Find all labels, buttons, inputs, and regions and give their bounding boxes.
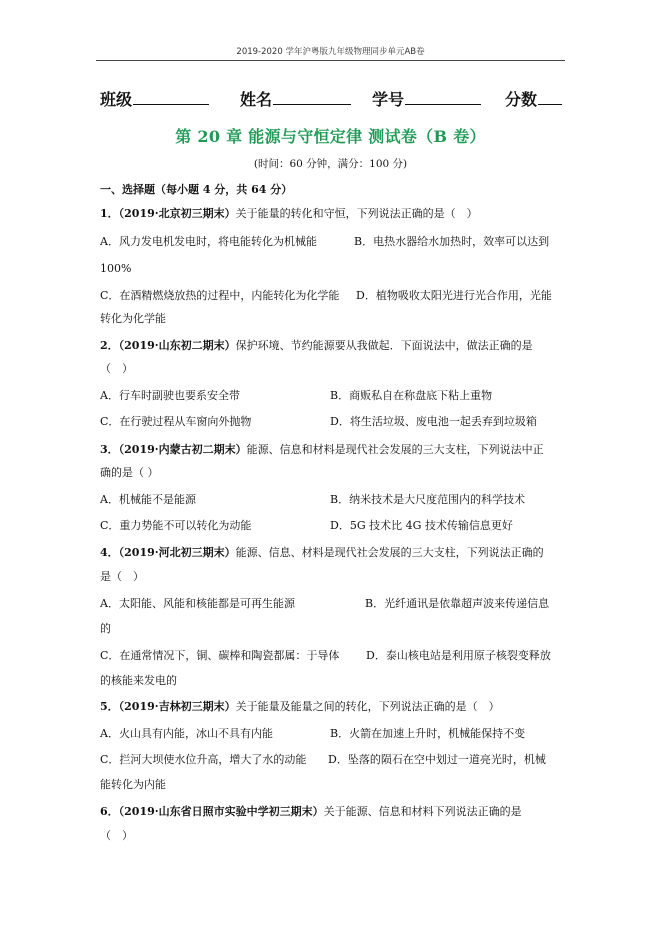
q5-option-b[interactable]: B．火箭在加速上升时，机械能保持不变 bbox=[330, 727, 526, 740]
q3-option-c[interactable]: C．重力势能不可以转化为动能 bbox=[100, 519, 252, 532]
name-blank[interactable] bbox=[273, 90, 351, 105]
header-rule bbox=[96, 60, 565, 61]
score-field bbox=[505, 87, 562, 110]
id-blank[interactable] bbox=[405, 90, 481, 105]
running-header: 2019-2020 学年沪粤版九年级物理同步单元AB卷 bbox=[236, 47, 425, 57]
class-label: 班级 bbox=[100, 90, 133, 109]
q2-option-a[interactable]: A．行车时副驶也要系安全带 bbox=[100, 389, 240, 402]
q5-option-d[interactable]: D．坠落的陨石在空中划过一道亮光时，机械 bbox=[328, 753, 546, 766]
q5-option-a[interactable]: A．火山具有内能，冰山不具有内能 bbox=[100, 727, 273, 740]
q1-option-d[interactable]: D．植物吸收太阳光进行光合作用，光能 bbox=[356, 289, 552, 302]
section-heading: 一、选择题（每小题 4 分，共 64 分） bbox=[100, 183, 293, 196]
q1-option-b-cont: 100% bbox=[100, 262, 132, 275]
q4-option-c[interactable]: C．在通常情况下，铜、碳棒和陶瓷都属：于导体 bbox=[100, 649, 340, 662]
question-source: （2019·吉林初三期末） bbox=[118, 700, 236, 713]
q5-option-d-cont: 能转化为内能 bbox=[100, 778, 166, 791]
question-number: 3． bbox=[100, 443, 119, 456]
page-subtitle: (时间：60 分钟，满分：100 分) bbox=[253, 158, 408, 170]
question-2-stem-cont: （ ） bbox=[100, 362, 133, 375]
question-text: 关于能量及能量之间的转化，下列说法正确的是（ ） bbox=[235, 700, 500, 713]
id-field bbox=[372, 87, 481, 110]
score-blank[interactable] bbox=[538, 90, 562, 105]
q4-option-b-cont: 的 bbox=[100, 622, 111, 635]
question-number: 4． bbox=[100, 546, 119, 559]
question-6-stem-cont: （ ） bbox=[100, 829, 133, 842]
question-6-stem bbox=[100, 805, 522, 819]
question-3-stem-cont: 确的是（ ） bbox=[100, 466, 159, 479]
question-text: 能源、信息和材料是现代社会发展的三大支柱，下列说法中正 bbox=[246, 443, 544, 456]
score-label: 分数 bbox=[505, 90, 538, 109]
question-source: （2019·河北初三期末） bbox=[118, 546, 236, 559]
question-text: 关于能源、信息和材料下列说法正确的是 bbox=[323, 805, 522, 818]
question-text: 能源、信息、材料是现代社会发展的三大支柱，下列说法正确的 bbox=[235, 546, 544, 559]
q1-option-d-cont: 转化为化学能 bbox=[100, 312, 166, 325]
question-text: 关于能量的转化和守恒，下列说法正确的是（ ） bbox=[235, 207, 478, 220]
q3-option-a[interactable]: A．机械能不是能源 bbox=[100, 493, 196, 506]
question-number: 2． bbox=[100, 339, 119, 352]
student-info-row bbox=[0, 87, 661, 111]
q4-option-a[interactable]: A．太阳能、风能和核能都是可再生能源 bbox=[100, 597, 295, 610]
question-number: 6． bbox=[100, 805, 119, 818]
question-source: （2019·山东省日照市实验中学初三期末） bbox=[118, 805, 324, 818]
name-field bbox=[240, 87, 351, 110]
class-blank[interactable] bbox=[133, 90, 209, 105]
q4-option-d-cont: 的核能来发电的 bbox=[100, 674, 177, 687]
question-4-stem bbox=[100, 546, 544, 560]
q5-option-c[interactable]: C．拦河大坝使水位升高，增大了水的动能 bbox=[100, 753, 307, 766]
q2-option-d[interactable]: D．将生活垃圾、废电池一起丢弃到垃圾箱 bbox=[330, 415, 537, 428]
q1-option-a[interactable]: A．风力发电机发电时，将电能转化为机械能 bbox=[100, 235, 317, 248]
q2-option-c[interactable]: C．在行驶过程从车窗向外抛物 bbox=[100, 415, 252, 428]
question-text: 保护环境、节约能源要从我做起．下面说法中，做法正确的是 bbox=[235, 339, 533, 352]
page-title: 第 20 章 能源与守恒定律 测试卷（B 卷） bbox=[175, 127, 486, 146]
q2-option-b[interactable]: B．商贩私自在称盘底下粘上重物 bbox=[330, 389, 493, 402]
question-source: （2019·山东初二期末） bbox=[118, 339, 236, 352]
q1-option-b[interactable]: B．电热水器给水加热时，效率可以达到 bbox=[354, 235, 550, 248]
q3-option-d[interactable]: D．5G 技术比 4G 技术传输信息更好 bbox=[330, 519, 513, 532]
q4-option-b[interactable]: B．光纤通讯是依靠超声波来传递信息 bbox=[365, 597, 550, 610]
id-label: 学号 bbox=[372, 90, 405, 109]
class-field bbox=[100, 87, 209, 110]
question-source: （2019·内蒙古初二期末） bbox=[118, 443, 247, 456]
question-5-stem bbox=[100, 700, 500, 714]
question-2-stem bbox=[100, 339, 533, 353]
question-4-stem-cont: 是（ ） bbox=[100, 570, 144, 583]
question-3-stem bbox=[100, 443, 544, 457]
q3-option-b[interactable]: B．纳米技术是大尺度范围内的科学技术 bbox=[330, 493, 526, 506]
q1-option-c[interactable]: C．在酒精燃烧放热的过程中，内能转化为化学能 bbox=[100, 289, 340, 302]
question-number: 1． bbox=[100, 207, 119, 220]
question-number: 5． bbox=[100, 700, 119, 713]
question-1-stem bbox=[100, 207, 478, 221]
q4-option-d[interactable]: D．泰山核电站是利用原子核裂变释放 bbox=[366, 649, 551, 662]
name-label: 姓名 bbox=[240, 90, 273, 109]
question-source: （2019·北京初三期末） bbox=[118, 207, 236, 220]
